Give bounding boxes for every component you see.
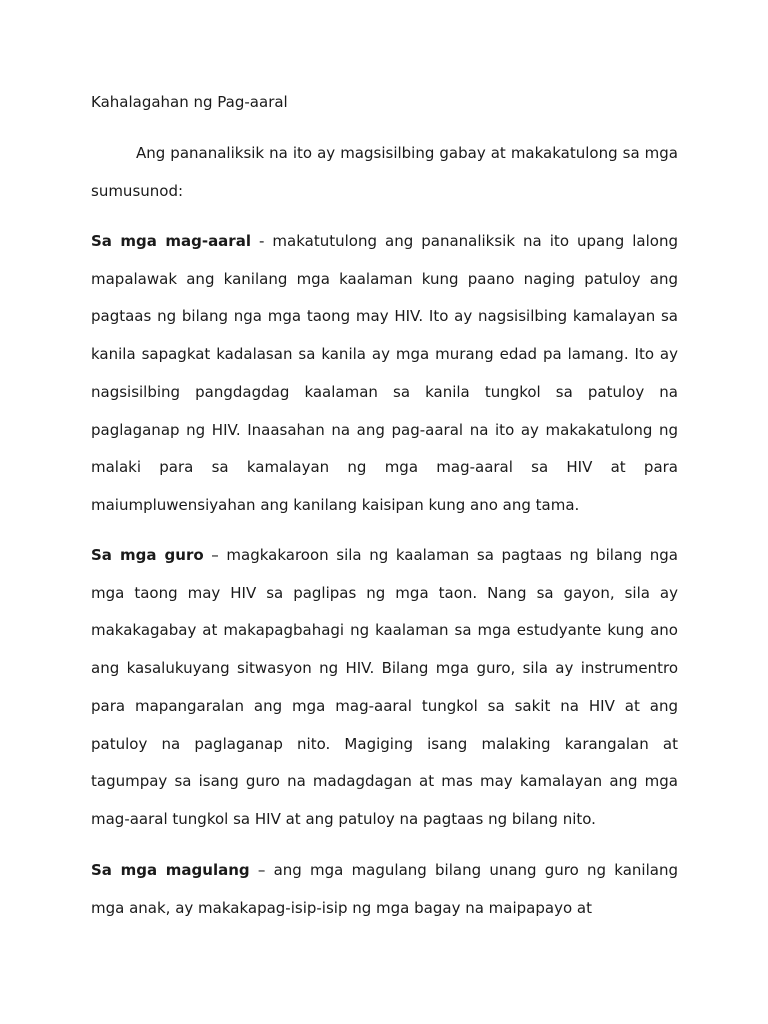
- paragraph-body: - makatutulong ang pananaliksik na ito upang lalong mapalawak ang kanilang mga kaalaman kung paano naging patuloy ang pagtaas ng bilang nga mga taong may HIV. Ito ay nagsisilbing kamalayan sa kanila sapagkat kadalasan sa kanila ay mga murang edad pa lamang. Ito ay nagsisilbing pangdagdag kaalaman sa kanila tungkol sa patuloy na paglaganap ng HIV. Inaasahan na ang pag-aaral na ito ay makakatulong ng malaki para sa kamalayan ng mga mag-aaral sa HIV at para maiumpluwensiyahan ang kanilang kaisipan kung ano ang tama.: [91, 232, 678, 514]
- paragraph-body: – ang mga magulang bilang unang guro ng kanilang mga anak, ay makakapag-isip-isip ng mga bagay na maipapayo at: [91, 861, 678, 917]
- paragraph-parents: [91, 852, 678, 927]
- paragraph-students: [91, 223, 678, 525]
- paragraph-body: – magkakaroon sila ng kaalaman sa pagtaas ng bilang nga mga taong may HIV sa paglipas ng mga taon. Nang sa gayon, sila ay makakagabay at makapagbahagi ng kaalaman sa mga estudyante kung ano ang kasalukuyang sitwasyon ng HIV. Bilang mga guro, sila ay instrumentro para mapangaralan ang mga mag-aaral tungkol sa sakit na HIV at ang patuloy na paglaganap nito. Magiging isang malaking karangalan at tagumpay sa isang guro na madagdagan at mas may kamalayan ang mga mag-aaral tungkol sa HIV at ang patuloy na pagtaas ng bilang nito.: [91, 546, 678, 828]
- intro-paragraph: Ang pananaliksik na ito ay magsisilbing gabay at makakatulong sa mga sumusunod:: [91, 144, 678, 200]
- page-title: Kahalagahan ng Pag-aaral: [91, 93, 288, 111]
- paragraph-lead: Sa mga guro: [91, 546, 204, 564]
- paragraph-teachers: [91, 537, 678, 839]
- paragraph-lead: Sa mga mag-aaral: [91, 232, 251, 250]
- paragraph-lead: Sa mga magulang: [91, 861, 250, 879]
